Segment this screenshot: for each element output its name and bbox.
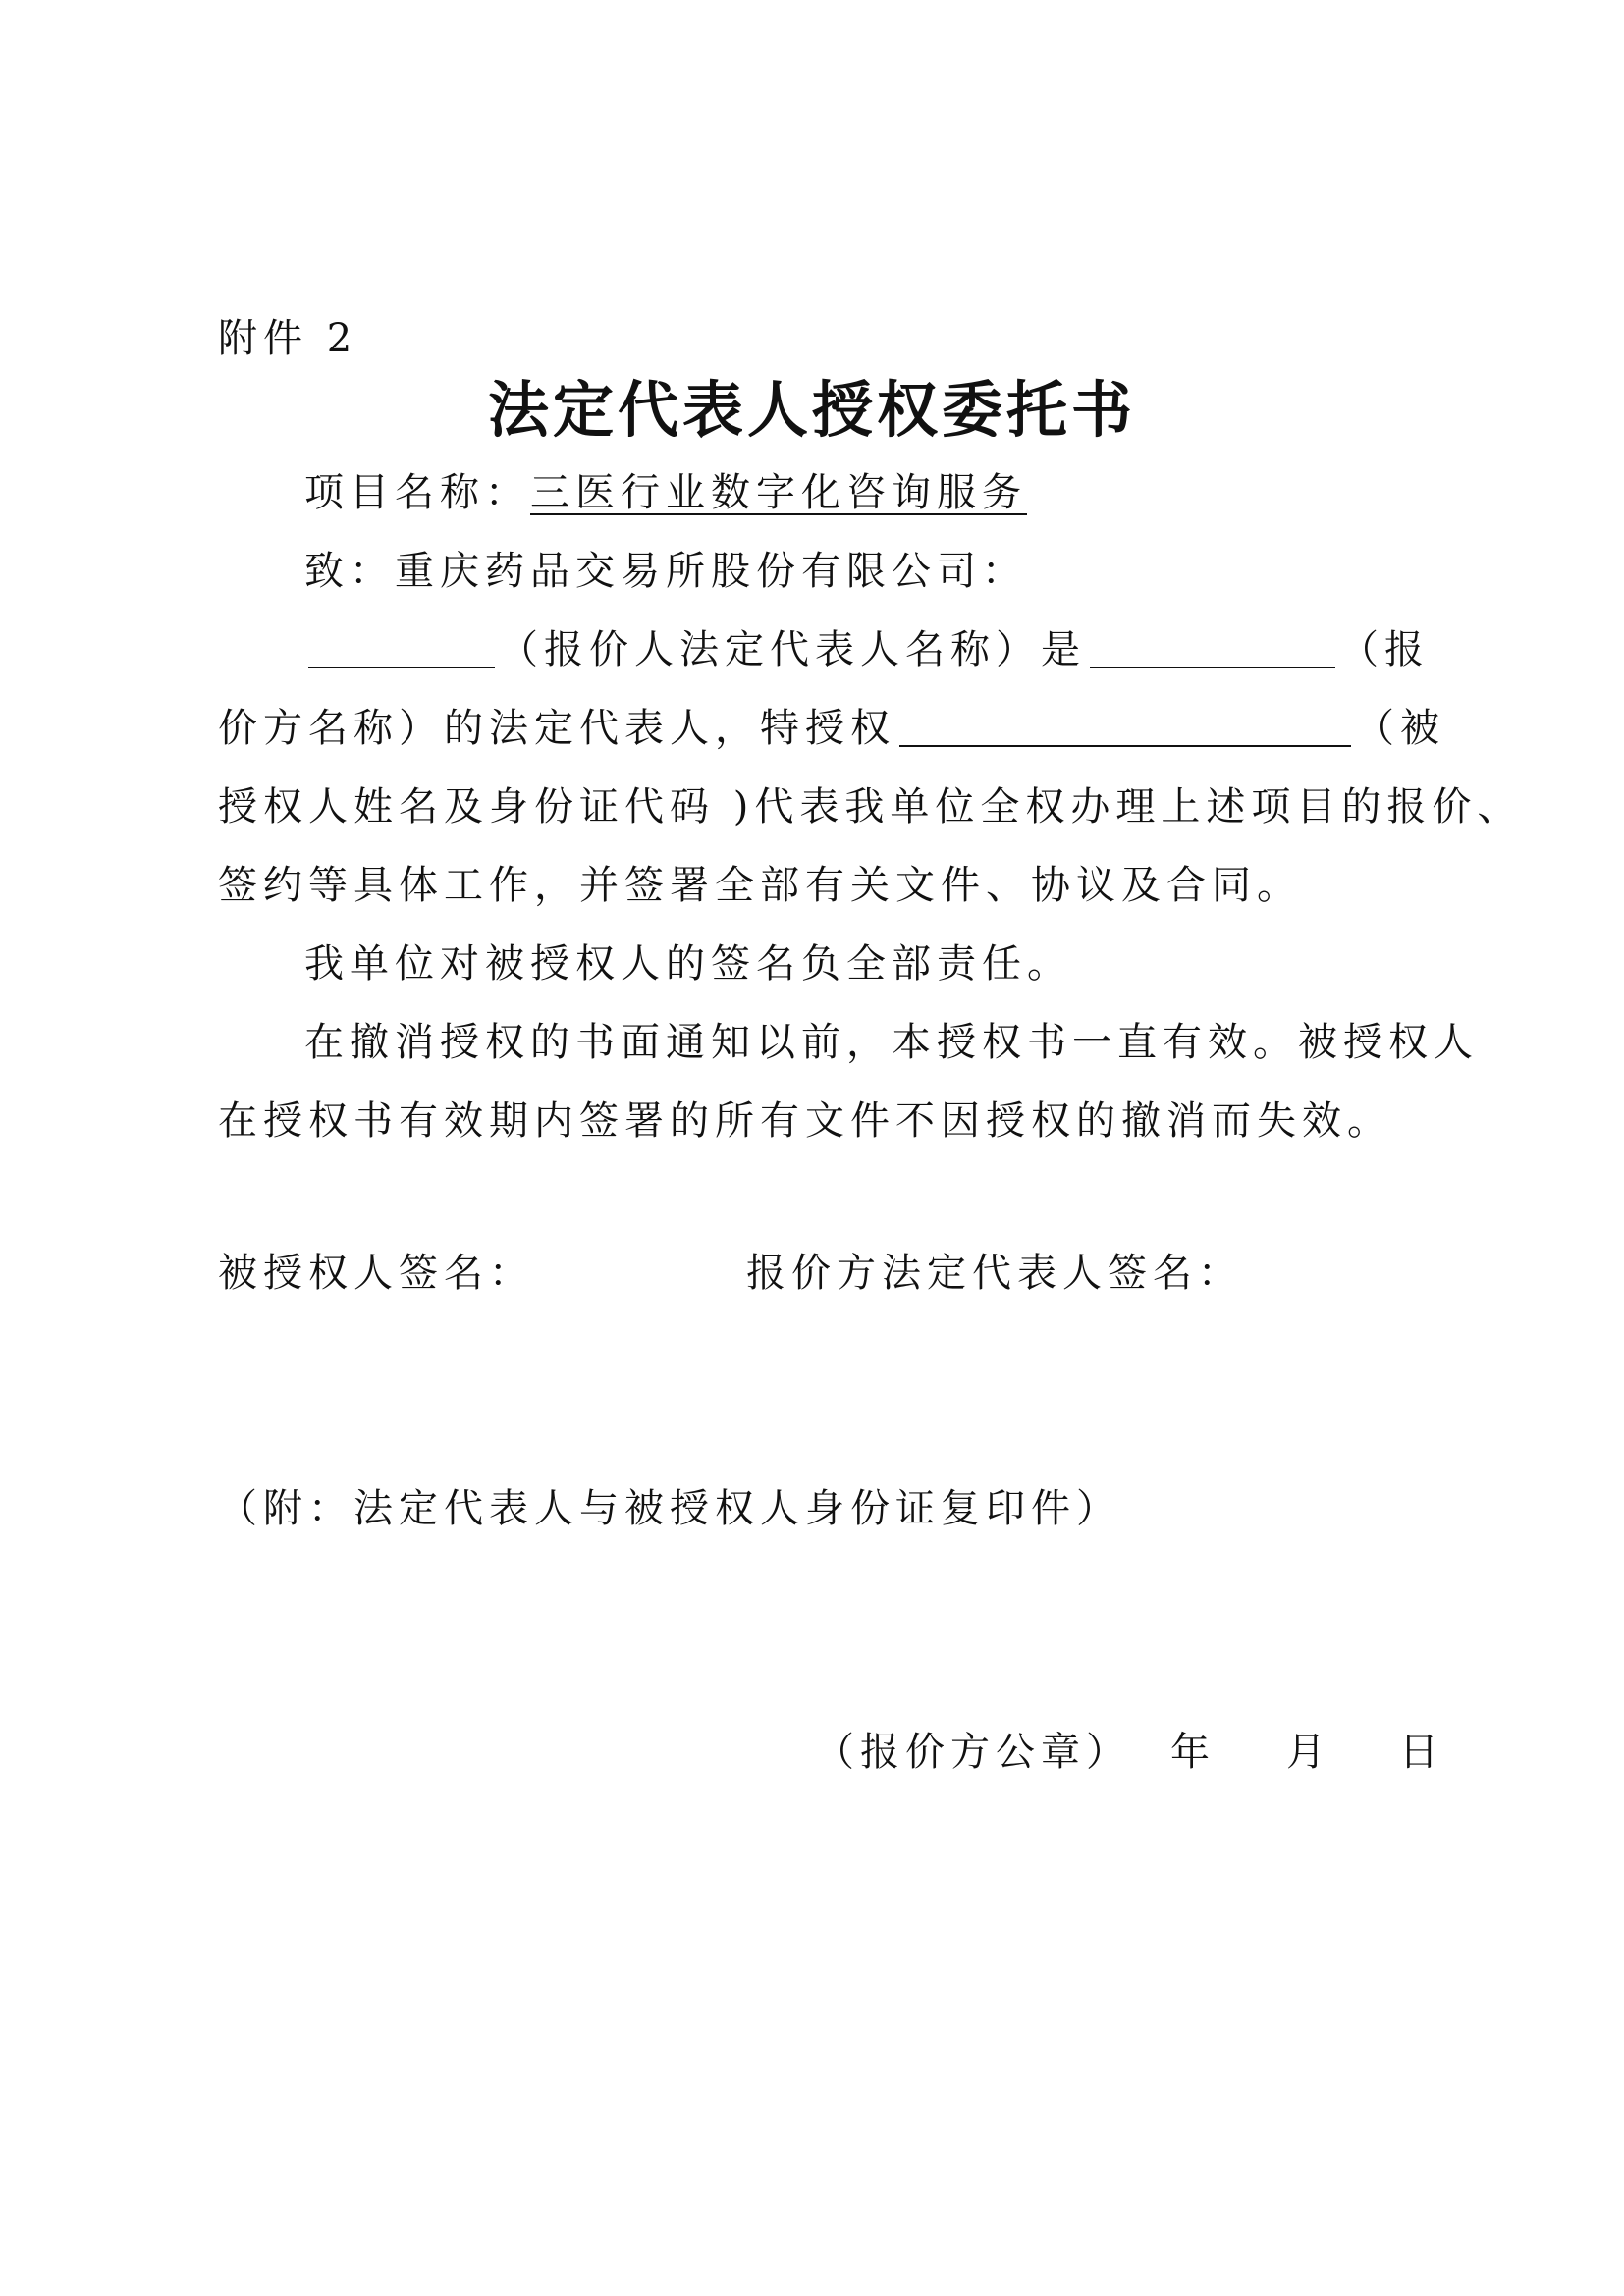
body-line-4: 签约等具体工作，并签署全部有关文件、协议及合同。 (218, 863, 1302, 908)
bidder-name-blank (1090, 623, 1335, 668)
project-label: 项目名称： (304, 470, 530, 515)
legal-rep-signature-label: 报价方法定代表人签名： (746, 1251, 1243, 1296)
day-label: 日 (1399, 1730, 1444, 1775)
authorized-signature-label: 被授权人签名： (218, 1251, 534, 1296)
body-text-1a: （报价人法定代表人名称）是 (499, 627, 1086, 672)
document-title: 法定代表人授权委托书 (487, 374, 1136, 446)
addressee: 致：重庆药品交易所股份有限公司： (304, 549, 1027, 594)
seal-label: （报价方公章） (815, 1730, 1131, 1775)
year-label: 年 (1170, 1730, 1216, 1775)
body-line-2 (218, 702, 1445, 755)
attachment-label: 附件 2 (218, 316, 358, 361)
legal-rep-name-blank (308, 623, 495, 668)
body-line-6: 在撤消授权的书面通知以前，本授权书一直有效。被授权人 (304, 1020, 1479, 1065)
body-paragraph-2: 我单位对被授权人的签名负全部责任。 (304, 941, 1072, 987)
authorized-person-blank (899, 702, 1351, 747)
project-name: 三医行业数字化咨询服务 (530, 470, 1027, 515)
month-label: 月 (1286, 1730, 1331, 1775)
body-line-7: 在授权书有效期内签署的所有文件不因授权的撤消而失效。 (218, 1098, 1392, 1144)
body-text-1c: 价方名称）的法定代表人，特授权 (218, 706, 895, 751)
body-text-1b: （报 (1339, 627, 1430, 672)
body-line-1 (304, 623, 1522, 676)
body-line-3: 授权人姓名及身份证代码 )代表我单位全权办理上述项目的报价、 (218, 784, 1523, 829)
body-text-1d: （被 (1355, 706, 1445, 751)
project-line (304, 466, 1522, 519)
attachment-note: （附：法定代表人与被授权人身份证复印件） (218, 1486, 1121, 1531)
